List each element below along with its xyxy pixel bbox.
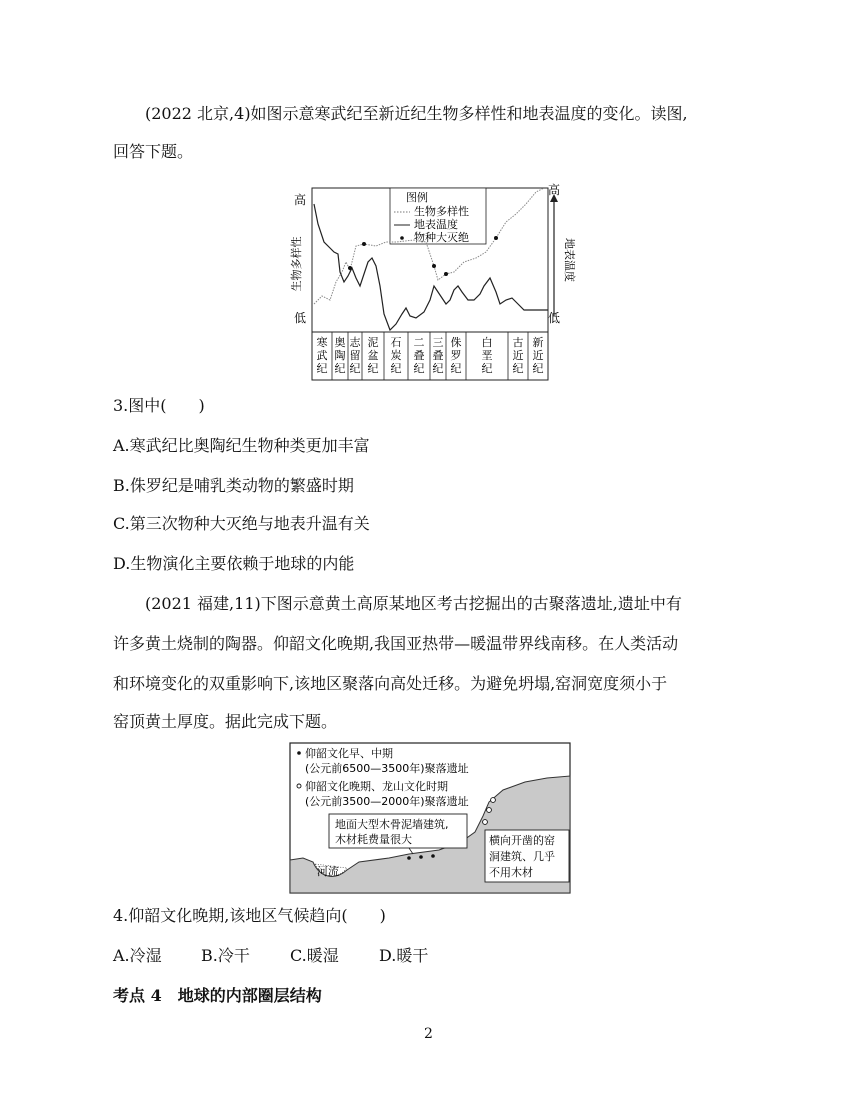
- q4-stem: 4.仰韶文化晚期,该地区气候趋向( ): [113, 906, 386, 925]
- left-low-label: 低: [293, 311, 307, 325]
- period-label-1: 寒武纪: [316, 336, 328, 375]
- period-label-9: 白垩纪: [481, 336, 493, 375]
- period-label-4: 泥盆纪: [367, 336, 379, 375]
- q34-intro-line1: (2022 北京,4)如图示意寒武纪至新近纪生物多样性和地表温度的变化。读图,: [145, 104, 688, 123]
- q4-option-c: C.暖湿: [290, 946, 339, 965]
- section-heading: 考点 4 地球的内部圈层结构: [113, 986, 322, 1005]
- left-axis-label: 生物多样性: [290, 236, 303, 292]
- callout1-line1: 地面大型木骨泥墙建筑,: [335, 818, 449, 831]
- biodiversity-temperature-figure: [286, 182, 576, 382]
- q4-intro-line3: 和环境变化的双重影响下,该地区聚落向高处迁移。为避免坍塌,窑洞宽度须小于: [113, 674, 668, 693]
- extinction-dot-1: [348, 266, 352, 270]
- settlement-cross-section-figure: [289, 742, 571, 894]
- extinction-dot-5: [494, 236, 498, 240]
- page-number: 2: [424, 1026, 433, 1042]
- period-label-11: 新近纪: [532, 336, 544, 375]
- q3-option-d: D.生物演化主要依赖于地球的内能: [113, 554, 355, 573]
- q4-option-d: D.暖干: [379, 946, 429, 965]
- period-label-5: 石炭纪: [390, 336, 402, 375]
- legend-early-mid-sub: (公元前6500—3500年)聚落遗址: [305, 762, 469, 775]
- right-axis-label: 地表温度: [563, 238, 576, 282]
- legend-biodiversity: 生物多样性: [414, 205, 469, 218]
- extinction-dot-3: [432, 264, 436, 268]
- period-label-8: 侏罗纪: [450, 336, 462, 375]
- q4-option-a: A.冷湿: [113, 946, 162, 965]
- q4-option-b: B.冷干: [201, 946, 250, 965]
- right-low-label: 低: [547, 311, 561, 325]
- extinction-dot-2: [362, 242, 366, 246]
- callout2-line1: 横向开凿的窑: [489, 834, 555, 847]
- q4-intro-line4: 窑顶黄土厚度。据此完成下题。: [113, 712, 338, 731]
- right-high-label: 高: [547, 183, 561, 197]
- left-high-label: 高: [293, 193, 307, 207]
- river-label: 河流: [317, 865, 339, 878]
- q4-intro-line1: (2021 福建,11)下图示意黄土高原某地区考古挖掘出的古聚落遗址,遗址中有: [145, 594, 682, 613]
- q3-option-c: C.第三次物种大灭绝与地表升温有关: [113, 514, 370, 533]
- legend-early-mid: 仰韶文化早、中期: [305, 747, 393, 760]
- q3-stem: 3.图中( ): [113, 396, 205, 415]
- q34-intro-line2: 回答下题。: [113, 142, 194, 161]
- q3-option-a: A.寒武纪比奥陶纪生物种类更加丰富: [113, 436, 370, 455]
- extinction-dot-4: [444, 272, 448, 276]
- legend-late: 仰韶文化晚期、龙山文化时期: [305, 780, 448, 793]
- legend-late-sub: (公元前3500—2000年)聚落遗址: [305, 795, 469, 808]
- period-label-2: 奥陶纪: [334, 336, 346, 375]
- callout2-line3: 不用木材: [489, 866, 533, 879]
- period-label-3: 志留纪: [349, 336, 361, 375]
- q3-option-b: B.侏罗纪是哺乳类动物的繁盛时期: [113, 476, 354, 495]
- legend-temperature: 地表温度: [414, 218, 458, 231]
- q4-intro-line2: 许多黄土烧制的陶器。仰韶文化晚期,我国亚热带—暖温带界线南移。在人类活动: [113, 634, 679, 653]
- period-label-10: 古近纪: [512, 336, 524, 375]
- legend-title: 图例: [406, 191, 428, 204]
- callout2-line2: 洞建筑、几乎: [489, 850, 555, 863]
- callout1-line2: 木材耗费量很大: [335, 833, 412, 846]
- period-row: [317, 332, 544, 380]
- legend-extinction: 物种大灭绝: [414, 231, 469, 244]
- period-label-7: 三叠纪: [432, 336, 444, 375]
- period-label-6: 二叠纪: [413, 336, 425, 375]
